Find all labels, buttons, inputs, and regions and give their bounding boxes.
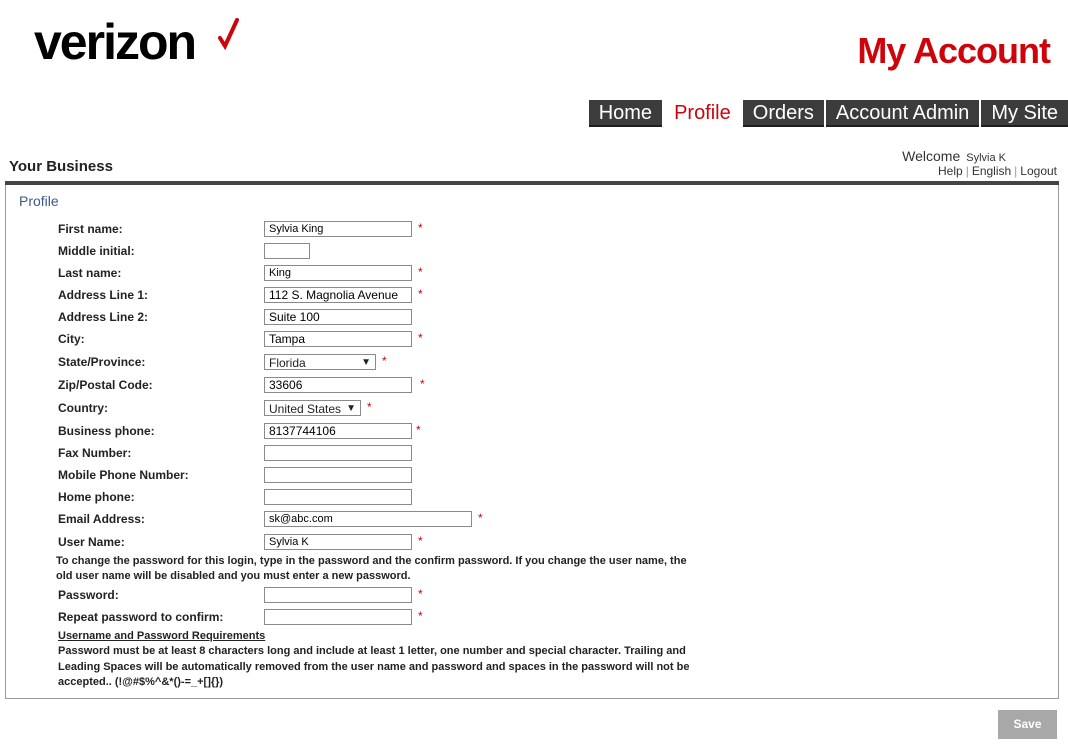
logout-link[interactable]: Logout bbox=[1020, 164, 1057, 178]
zip-label: Zip/Postal Code: bbox=[58, 378, 153, 392]
required-marker: * bbox=[418, 331, 423, 345]
language-link[interactable]: English bbox=[971, 164, 1012, 178]
fax-input[interactable] bbox=[264, 445, 412, 461]
link-divider: | bbox=[965, 164, 969, 178]
email-row bbox=[58, 511, 658, 529]
city-input[interactable] bbox=[264, 331, 412, 347]
mobile-label: Mobile Phone Number: bbox=[58, 468, 189, 482]
tab-my-site[interactable]: My Site bbox=[981, 100, 1068, 127]
password-requirements-link[interactable]: Username and Password Requirements bbox=[58, 630, 266, 642]
required-marker: * bbox=[418, 587, 423, 601]
zip-row bbox=[58, 377, 658, 395]
address2-label: Address Line 2: bbox=[58, 310, 149, 324]
country-selected-value: United States bbox=[269, 402, 342, 416]
city-label: City: bbox=[58, 332, 85, 346]
link-divider: | bbox=[1014, 164, 1018, 178]
page-title: My Account bbox=[857, 30, 1050, 71]
state-label: State/Province: bbox=[58, 355, 146, 369]
required-marker: * bbox=[418, 221, 423, 235]
help-link[interactable]: Help bbox=[938, 164, 963, 178]
address1-input[interactable] bbox=[264, 287, 412, 303]
address2-row bbox=[58, 309, 658, 327]
first-name-row bbox=[58, 221, 658, 239]
utility-links bbox=[938, 164, 1057, 178]
welcome-label: Welcome bbox=[902, 148, 961, 164]
business-phone-label: Business phone: bbox=[58, 424, 155, 438]
password-confirm-row bbox=[58, 609, 658, 627]
middle-initial-label: Middle initial: bbox=[58, 244, 135, 258]
business-phone-row bbox=[58, 423, 658, 441]
password-input[interactable] bbox=[264, 587, 412, 603]
password-label: Password: bbox=[58, 588, 119, 602]
welcome-user-name: Sylvia K bbox=[966, 152, 1006, 164]
required-marker: * bbox=[418, 287, 423, 301]
home-phone-row bbox=[58, 489, 658, 507]
address1-row bbox=[58, 287, 658, 305]
home-phone-label: Home phone: bbox=[58, 490, 135, 504]
username-label: User Name: bbox=[58, 535, 125, 549]
profile-panel bbox=[5, 185, 1059, 699]
required-marker: * bbox=[416, 423, 421, 437]
country-row bbox=[58, 400, 658, 418]
password-change-note: To change the password for this login, type in the password and the confirm password. If you change the user name, the old user name will be disabled and you must enter a new password. bbox=[56, 555, 687, 582]
middle-initial-input[interactable] bbox=[264, 243, 310, 259]
required-marker: * bbox=[367, 400, 372, 414]
username-input[interactable] bbox=[264, 534, 412, 550]
tab-orders[interactable]: Orders bbox=[743, 100, 824, 127]
dropdown-arrow-icon: ▼ bbox=[361, 357, 371, 368]
section-title: Your Business bbox=[9, 158, 113, 175]
welcome-message bbox=[902, 148, 1006, 164]
mobile-input[interactable] bbox=[264, 467, 412, 483]
password-confirm-input[interactable] bbox=[264, 609, 412, 625]
password-requirements-text: Password must be at least 8 characters long and include at least 1 letter, one number and special character. Trailing and Leading Spaces will be automatically removed from the user name and password and spaces in the password will not be accepted.. (!@#$%^&*()-=_+[]{}) bbox=[58, 645, 690, 688]
country-select[interactable] bbox=[264, 400, 361, 416]
required-marker: * bbox=[418, 609, 423, 623]
panel-title: Profile bbox=[19, 193, 59, 209]
last-name-label: Last name: bbox=[58, 266, 122, 280]
city-row bbox=[58, 331, 658, 349]
tab-account-admin[interactable]: Account Admin bbox=[826, 100, 979, 127]
username-row bbox=[58, 534, 658, 552]
required-marker: * bbox=[418, 534, 423, 548]
middle-initial-row bbox=[58, 243, 658, 261]
required-marker: * bbox=[478, 511, 483, 525]
password-confirm-label: Repeat password to confirm: bbox=[58, 610, 224, 624]
tab-home[interactable]: Home bbox=[589, 100, 662, 127]
password-row bbox=[58, 587, 658, 605]
first-name-input[interactable] bbox=[264, 221, 412, 237]
fax-label: Fax Number: bbox=[58, 446, 132, 460]
save-button[interactable]: Save bbox=[998, 710, 1057, 739]
dropdown-arrow-icon: ▼ bbox=[346, 403, 356, 414]
address1-label: Address Line 1: bbox=[58, 288, 149, 302]
country-label: Country: bbox=[58, 401, 108, 415]
home-phone-input[interactable] bbox=[264, 489, 412, 505]
logo-wordmark: verizon bbox=[34, 14, 196, 70]
fax-row bbox=[58, 445, 658, 463]
business-phone-input[interactable] bbox=[264, 423, 412, 439]
state-selected-value: Florida bbox=[269, 356, 306, 370]
required-marker: * bbox=[420, 377, 425, 391]
verizon-logo[interactable] bbox=[34, 16, 195, 68]
last-name-row bbox=[58, 265, 658, 283]
main-nav bbox=[587, 100, 1068, 127]
tab-profile[interactable]: Profile bbox=[664, 100, 741, 127]
last-name-input[interactable] bbox=[264, 265, 412, 281]
email-input[interactable] bbox=[264, 511, 472, 527]
state-select[interactable] bbox=[264, 354, 376, 370]
checkmark-icon bbox=[218, 18, 240, 52]
zip-input[interactable] bbox=[264, 377, 412, 393]
email-label: Email Address: bbox=[58, 512, 145, 526]
required-marker: * bbox=[418, 265, 423, 279]
first-name-label: First name: bbox=[58, 222, 123, 236]
address2-input[interactable] bbox=[264, 309, 412, 325]
mobile-row bbox=[58, 467, 658, 485]
required-marker: * bbox=[382, 354, 387, 368]
state-row bbox=[58, 354, 658, 372]
